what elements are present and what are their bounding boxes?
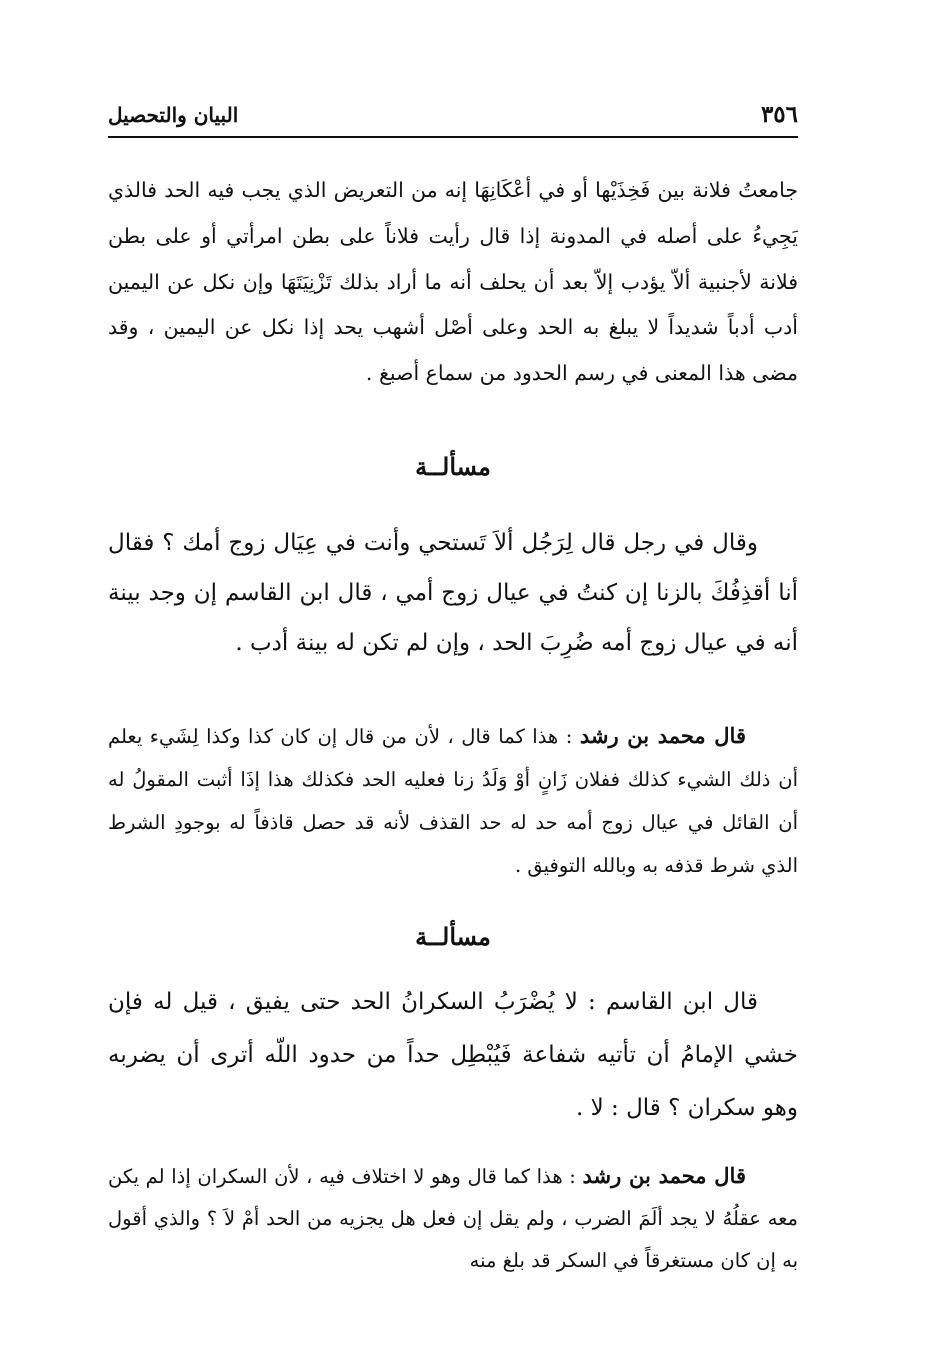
commentator-name: قال محمد بن رشد: [582, 1163, 746, 1188]
paragraph-1: [108, 168, 798, 397]
paragraph-5-text: [108, 1155, 798, 1282]
running-title: البيان والتحصيل: [108, 103, 239, 127]
paragraph-3-text: [108, 714, 798, 887]
paragraph-3: [108, 714, 798, 887]
paragraph-4: [108, 976, 798, 1135]
commentary-text: : هذا كما قال وهو لا اختلاف فيه ، لأن السكران إذا لم يكن معه عقلُهُ لا يجد ألَمَ الضرب ، ولم يقل إن فعل هل يجزيه من الحد أمْ لاَ ؟ والذي أقول به إن كان مستغرقاً في السكر قد بلغ منه: [108, 1165, 798, 1272]
paragraph-1-text: جامعتُ فلانة بين فَخِذَيْها أو في أعْكَانِهَا إنه من التعريض الذي يجب فيه الحد فالذي يَجِيءُ على أصله في المدونة إذا قال رأيت فلاناً على بطن امرأتي أو على بطن فلانة لأجنبية ألاّ يؤدب إلاّ بعد أن يحلف أنه ما أراد بذلك تَزْنِيَتَهَا وإن نكل عن اليمين أدب أدباً شديداً لا يبلغ به الحد وعلى أصْل أشهب يحد إذا نكل عن اليمين ، وقد مضى هذا المعنى في رسم الحدود من سماع أصبغ .: [108, 178, 798, 386]
paragraph-2: [108, 518, 798, 668]
commentary-text: : هذا كما قال ، لأن من قال إن كان كذا وكذا لِشَيء يعلم أن ذلك الشيء كذلك ففلان زَانٍ أوْ وَلَدُ زنا فعليه الحد فكذلك هذا إذَا أثبت المقولُ له أن القائل في عيال زوج أمه حد له حد القذف لأنه قد حصل قاذفاً له بوجودِ الشرط الذي شرط قذفه به وبالله التوفيق .: [108, 725, 798, 877]
paragraph-4-text: قال ابن القاسم : لا يُضْرَبُ السكرانُ الحد حتى يفيق ، قيل له فإن خشي الإمامُ أن تأتيه شفاعة فَيُبْطِل حداً من حدود اللّه أترى أن يضربه وهو سكران ؟ قال : لا .: [108, 989, 798, 1121]
section-heading-1: مسألــة: [415, 452, 491, 481]
commentator-name: قال محمد بن رشد: [579, 723, 746, 748]
paragraph-2-text: وقال في رجل قال لِرَجُل ألاَ تَستحي وأنت في عِيَال زوج أمك ؟ فقال أنا أقذِفُكَ بالزنا إن كنتُ في عيال زوج أمي ، قال ابن القاسم إن وجد بينة أنه في عيال زوج أمه ضُرِبَ الحد ، وإن لم تكن له بينة أدب .: [108, 530, 798, 656]
section-heading-2: مسألــة: [415, 922, 491, 951]
page-number: ٣٥٦: [760, 101, 798, 128]
paragraph-5: [108, 1155, 798, 1282]
page-header: [108, 100, 798, 138]
